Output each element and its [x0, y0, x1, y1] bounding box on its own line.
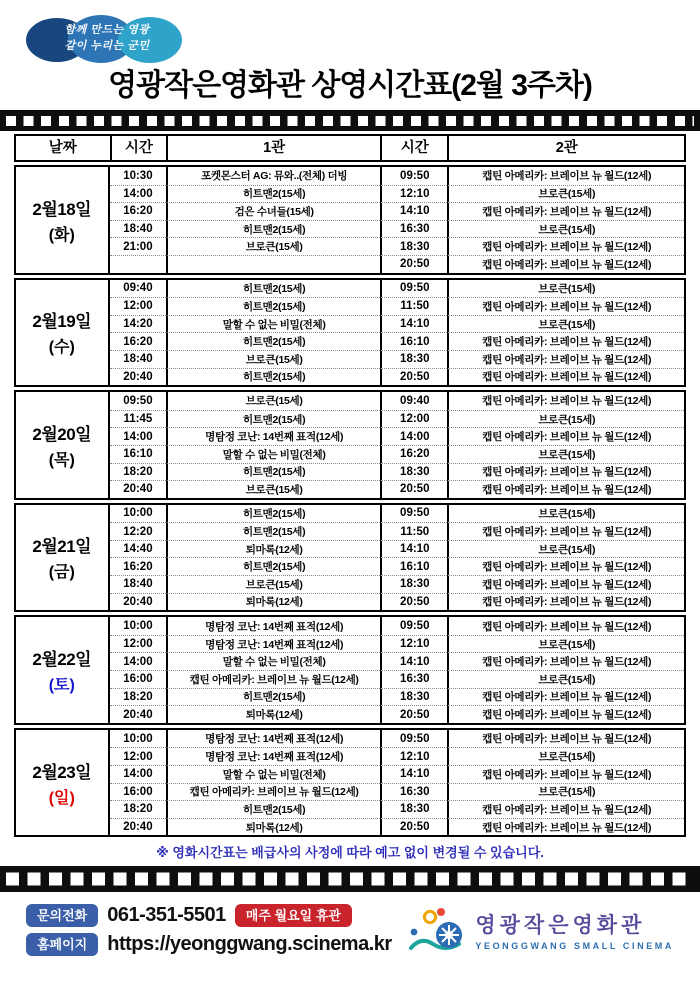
schedule-table	[14, 134, 686, 837]
movie-title-screen1: 명탐정 코난: 14번째 표적(12세)	[166, 617, 380, 635]
date-cell	[16, 280, 110, 386]
date-cell	[16, 392, 110, 498]
showtime-screen1: 20:40	[110, 480, 167, 498]
movie-title-screen1: 명탐정 코난: 14번째 표적(12세)	[166, 730, 380, 748]
date-label: 2월19일	[32, 312, 92, 332]
showtime-screen2: 11:50	[380, 297, 447, 315]
movie-title-screen2: 브로큰(15세)	[447, 220, 684, 238]
showtime-screen2: 14:10	[380, 540, 447, 558]
showtime-screen1: 16:00	[110, 670, 167, 688]
showtime-screen1: 20:40	[110, 705, 167, 723]
showtime-screen2: 12:10	[380, 185, 447, 203]
showtime-screen1: 12:20	[110, 522, 167, 540]
showtime-screen2: 12:10	[380, 635, 447, 653]
showtime-screen1: 09:40	[123, 282, 153, 295]
cinema-logo-icon	[409, 906, 467, 954]
movie-title-screen1: 퇴마록(12세)	[166, 818, 380, 836]
movie-title-screen2: 캡틴 아메리카: 브레이브 뉴 월드(12세)	[447, 368, 684, 386]
movie-title-screen1: 히트맨2(15세)	[166, 557, 380, 575]
movie-title-screen1: 브로큰(15세)	[166, 350, 380, 368]
filmstrip-bottom	[0, 866, 700, 892]
showtime-screen1: 18:20	[110, 688, 167, 706]
date-label: 2월23일	[32, 762, 92, 782]
movie-title-screen2: 캡틴 아메리카: 브레이브 뉴 월드(12세)	[447, 202, 684, 220]
movie-title-screen2: 캡틴 아메리카: 브레이브 뉴 월드(12세)	[447, 463, 684, 481]
movie-title-screen1: 퇴마록(12세)	[166, 593, 380, 611]
column-header-4: 2관	[447, 136, 684, 160]
showtime-screen1: 12:00	[110, 747, 167, 765]
showtime-screen2: 18:30	[380, 800, 447, 818]
showtime-screen2: 14:00	[380, 427, 447, 445]
showtime-screen2: 09:50	[380, 280, 447, 298]
movie-title-screen1: 명탐정 코난: 14번째 표적(12세)	[166, 635, 380, 653]
contact-info	[26, 904, 392, 956]
movie-title-screen1: 히트맨2(15세)	[166, 463, 380, 481]
cinema-logo	[409, 906, 674, 954]
showtime-screen1: 12:00	[110, 635, 167, 653]
county-logo-line1: 함께 만드는 영광	[64, 24, 150, 36]
website-row	[26, 933, 392, 956]
showtime-screen1: 18:40	[110, 575, 167, 593]
movie-title-screen1: 히트맨2(15세)	[166, 185, 380, 203]
showtime-screen2: 12:00	[380, 410, 447, 428]
cinema-name-korean: 영광작은영화관	[475, 914, 646, 938]
showtime-screen1: 20:40	[110, 818, 167, 836]
movie-title-screen2: 캡틴 아메리카: 브레이브 뉴 월드(12세)	[447, 297, 684, 315]
movie-title-screen1	[166, 255, 380, 273]
movie-title-screen2: 브로큰(15세)	[447, 783, 684, 801]
weekday-label: (금)	[48, 564, 75, 582]
column-header-2: 1관	[166, 136, 380, 160]
day-blocks	[14, 165, 686, 837]
movie-title-screen2: 캡틴 아메리카: 브레이브 뉴 월드(12세)	[447, 730, 684, 748]
movie-title-screen2: 캡틴 아메리카: 브레이브 뉴 월드(12세)	[447, 392, 684, 410]
weekday-label: (목)	[48, 451, 75, 469]
movie-title-screen1: 히트맨2(15세)	[166, 505, 380, 523]
movie-title-screen2: 캡틴 아메리카: 브레이브 뉴 월드(12세)	[447, 575, 684, 593]
date-cell	[16, 167, 110, 273]
movie-title-screen1: 말할 수 없는 비밀(전체)	[166, 445, 380, 463]
showtime-screen2: 20:50	[380, 368, 447, 386]
showtime-screen1: 18:40	[110, 350, 167, 368]
movie-title-screen1: 히트맨2(15세)	[166, 368, 380, 386]
movie-title-screen1: 말할 수 없는 비밀(전체)	[166, 652, 380, 670]
movie-title-screen1: 히트맨2(15세)	[166, 800, 380, 818]
column-header-0: 날짜	[48, 140, 77, 156]
movie-title-screen2: 브로큰(15세)	[447, 540, 684, 558]
showtime-screen1: 21:00	[110, 237, 167, 255]
date-cell	[16, 505, 110, 611]
showtime-screen2: 09:50	[380, 730, 447, 748]
movie-title-screen1: 히트맨2(15세)	[166, 220, 380, 238]
movie-title-screen2: 캡틴 아메리카: 브레이브 뉴 월드(12세)	[447, 688, 684, 706]
showtime-screen2: 18:30	[380, 575, 447, 593]
county-logo-line2: 같이 누리는 군민	[64, 40, 150, 52]
day-block	[14, 390, 686, 500]
showtime-screen1: 14:20	[110, 315, 167, 333]
weekday-label: (수)	[48, 339, 75, 357]
showtime-screen2: 09:50	[380, 617, 447, 635]
movie-title-screen2: 캡틴 아메리카: 브레이브 뉴 월드(12세)	[447, 522, 684, 540]
movie-title-screen1: 캡틴 아메리카: 브레이브 뉴 월드(12세)	[166, 670, 380, 688]
movie-title-screen1: 히트맨2(15세)	[166, 280, 380, 298]
showtime-screen2: 09:50	[380, 167, 447, 185]
showtime-screen2: 09:50	[380, 505, 447, 523]
date-cell	[16, 730, 110, 836]
showtime-screen2: 11:50	[380, 522, 447, 540]
schedule-note: ※ 영화시간표는 배급사의 사정에 따라 예고 없이 변경될 수 있습니다.	[156, 845, 544, 861]
movie-title-screen2: 캡틴 아메리카: 브레이브 뉴 월드(12세)	[447, 800, 684, 818]
showtime-screen1	[110, 255, 167, 273]
showtime-screen1: 12:00	[110, 297, 167, 315]
showtime-screen1: 14:00	[110, 427, 167, 445]
weekday-label: (토)	[48, 677, 75, 695]
movie-title-screen1: 히트맨2(15세)	[166, 688, 380, 706]
movie-title-screen2: 캡틴 아메리카: 브레이브 뉴 월드(12세)	[447, 167, 684, 185]
day-block	[14, 728, 686, 838]
movie-title-screen2: 캡틴 아메리카: 브레이브 뉴 월드(12세)	[447, 705, 684, 723]
showtime-screen2: 14:10	[380, 652, 447, 670]
showtime-screen2: 20:50	[380, 480, 447, 498]
showtime-screen1: 18:20	[110, 800, 167, 818]
date-label: 2월18일	[32, 199, 92, 219]
showtime-screen1: 16:20	[110, 557, 167, 575]
showtime-screen2: 16:30	[380, 670, 447, 688]
movie-title-screen2: 캡틴 아메리카: 브레이브 뉴 월드(12세)	[447, 255, 684, 273]
movie-title-screen2: 캡틴 아메리카: 브레이브 뉴 월드(12세)	[447, 480, 684, 498]
showtime-screen2: 16:10	[380, 557, 447, 575]
showtime-screen2: 14:10	[380, 315, 447, 333]
showtime-screen1: 20:40	[110, 593, 167, 611]
movie-title-screen1: 캡틴 아메리카: 브레이브 뉴 월드(12세)	[166, 783, 380, 801]
day-block	[14, 615, 686, 725]
movie-title-screen2: 브로큰(15세)	[447, 505, 684, 523]
county-logo-text	[32, 22, 182, 54]
phone-label-badge: 문의전화	[26, 904, 98, 927]
movie-title-screen1: 퇴마록(12세)	[166, 540, 380, 558]
showtime-screen1: 11:45	[110, 410, 167, 428]
movie-title-screen2: 브로큰(15세)	[447, 410, 684, 428]
movie-title-screen2: 캡틴 아메리카: 브레이브 뉴 월드(12세)	[447, 593, 684, 611]
movie-title-screen2: 캡틴 아메리카: 브레이브 뉴 월드(12세)	[447, 557, 684, 575]
day-block	[14, 503, 686, 613]
showtime-screen1: 10:00	[123, 507, 153, 520]
cinema-logo-text	[475, 909, 674, 951]
day-block	[14, 278, 686, 388]
movie-title-screen1: 히트맨2(15세)	[166, 332, 380, 350]
phone-row	[26, 904, 392, 927]
date-label: 2월22일	[32, 650, 92, 670]
movie-title-screen2: 브로큰(15세)	[447, 315, 684, 333]
movie-title-screen1: 브로큰(15세)	[166, 575, 380, 593]
showtime-screen2: 12:10	[380, 747, 447, 765]
movie-title-screen2: 브로큰(15세)	[447, 185, 684, 203]
movie-title-screen1: 히트맨2(15세)	[166, 297, 380, 315]
showtime-screen1: 09:50	[123, 394, 153, 407]
movie-title-screen2: 캡틴 아메리카: 브레이브 뉴 월드(12세)	[447, 818, 684, 836]
movie-title-screen1: 말할 수 없는 비밀(전체)	[166, 315, 380, 333]
movie-title-screen1: 명탐정 코난: 14번째 표적(12세)	[166, 427, 380, 445]
footer	[26, 904, 674, 956]
showtime-screen2: 14:10	[380, 765, 447, 783]
page-title: 영광작은영화관 상영시간표(2월 3주차)	[108, 69, 592, 102]
website-url[interactable]: https://yeonggwang.scinema.kr	[107, 933, 392, 956]
showtime-screen1: 16:20	[110, 332, 167, 350]
filmstrip-top	[0, 110, 700, 131]
showtime-screen1: 10:00	[123, 732, 153, 745]
movie-title-screen2: 캡틴 아메리카: 브레이브 뉴 월드(12세)	[447, 617, 684, 635]
closed-monday-badge: 매주 월요일 휴관	[235, 904, 352, 927]
showtime-screen1: 14:00	[110, 765, 167, 783]
showtime-screen2: 18:30	[380, 463, 447, 481]
movie-title-screen1: 말할 수 없는 비밀(전체)	[166, 765, 380, 783]
showtime-screen2: 18:30	[380, 237, 447, 255]
showtime-screen1: 14:00	[110, 185, 167, 203]
weekday-label: (화)	[48, 226, 75, 244]
movie-title-screen1: 브로큰(15세)	[166, 237, 380, 255]
movie-title-screen2: 캡틴 아메리카: 브레이브 뉴 월드(12세)	[447, 765, 684, 783]
movie-title-screen1: 명탐정 코난: 14번째 표적(12세)	[166, 747, 380, 765]
website-label-badge: 홈페이지	[26, 933, 98, 956]
showtime-screen1: 10:00	[123, 620, 153, 633]
movie-title-screen2: 캡틴 아메리카: 브레이브 뉴 월드(12세)	[447, 652, 684, 670]
showtime-screen1: 14:40	[110, 540, 167, 558]
table-header-row	[14, 134, 686, 162]
county-logo	[26, 12, 186, 66]
movie-title-screen2: 브로큰(15세)	[447, 670, 684, 688]
showtime-screen2: 16:10	[380, 332, 447, 350]
showtime-screen1: 16:20	[110, 202, 167, 220]
movie-title-screen2: 브로큰(15세)	[447, 445, 684, 463]
movie-title-screen1: 히트맨2(15세)	[166, 522, 380, 540]
movie-title-screen1: 히트맨2(15세)	[166, 410, 380, 428]
showtime-screen1: 16:10	[110, 445, 167, 463]
showtime-screen2: 16:20	[380, 445, 447, 463]
movie-title-screen2: 캡틴 아메리카: 브레이브 뉴 월드(12세)	[447, 427, 684, 445]
movie-title-screen2: 캡틴 아메리카: 브레이브 뉴 월드(12세)	[447, 332, 684, 350]
showtime-screen2: 16:30	[380, 220, 447, 238]
showtime-screen2: 20:50	[380, 705, 447, 723]
movie-title-screen1: 브로큰(15세)	[166, 392, 380, 410]
movie-title-screen1: 포켓몬스터 AG: 뮤와..(전체) 더빙	[166, 167, 380, 185]
showtime-screen1: 20:40	[110, 368, 167, 386]
movie-title-screen2: 브로큰(15세)	[447, 280, 684, 298]
date-cell	[16, 617, 110, 723]
day-block	[14, 165, 686, 275]
showtime-screen2: 09:40	[380, 392, 447, 410]
movie-title-screen2: 캡틴 아메리카: 브레이브 뉴 월드(12세)	[447, 350, 684, 368]
showtime-screen1: 10:30	[123, 169, 153, 182]
date-label: 2월20일	[32, 424, 92, 444]
cinema-name-english: YEONGGWANG SMALL CINEMA	[475, 941, 674, 952]
column-header-1: 시간	[110, 136, 167, 160]
column-header-3: 시간	[380, 136, 447, 160]
movie-title-screen1: 검은 수녀들(15세)	[166, 202, 380, 220]
showtime-screen2: 16:30	[380, 783, 447, 801]
showtime-screen1: 18:40	[110, 220, 167, 238]
movie-title-screen2: 브로큰(15세)	[447, 635, 684, 653]
phone-number: 061-351-5501	[107, 904, 226, 927]
showtime-screen2: 18:30	[380, 688, 447, 706]
showtime-screen2: 14:10	[380, 202, 447, 220]
showtime-screen1: 18:20	[110, 463, 167, 481]
showtime-screen2: 20:50	[380, 593, 447, 611]
movie-title-screen1: 브로큰(15세)	[166, 480, 380, 498]
showtime-screen2: 18:30	[380, 350, 447, 368]
weekday-label: (일)	[48, 789, 75, 807]
movie-title-screen1: 퇴마록(12세)	[166, 705, 380, 723]
showtime-screen1: 16:00	[110, 783, 167, 801]
date-label: 2월21일	[32, 537, 92, 557]
showtime-screen2: 20:50	[380, 255, 447, 273]
movie-title-screen2: 캡틴 아메리카: 브레이브 뉴 월드(12세)	[447, 237, 684, 255]
movie-title-screen2: 브로큰(15세)	[447, 747, 684, 765]
showtime-screen2: 20:50	[380, 818, 447, 836]
showtime-screen1: 14:00	[110, 652, 167, 670]
